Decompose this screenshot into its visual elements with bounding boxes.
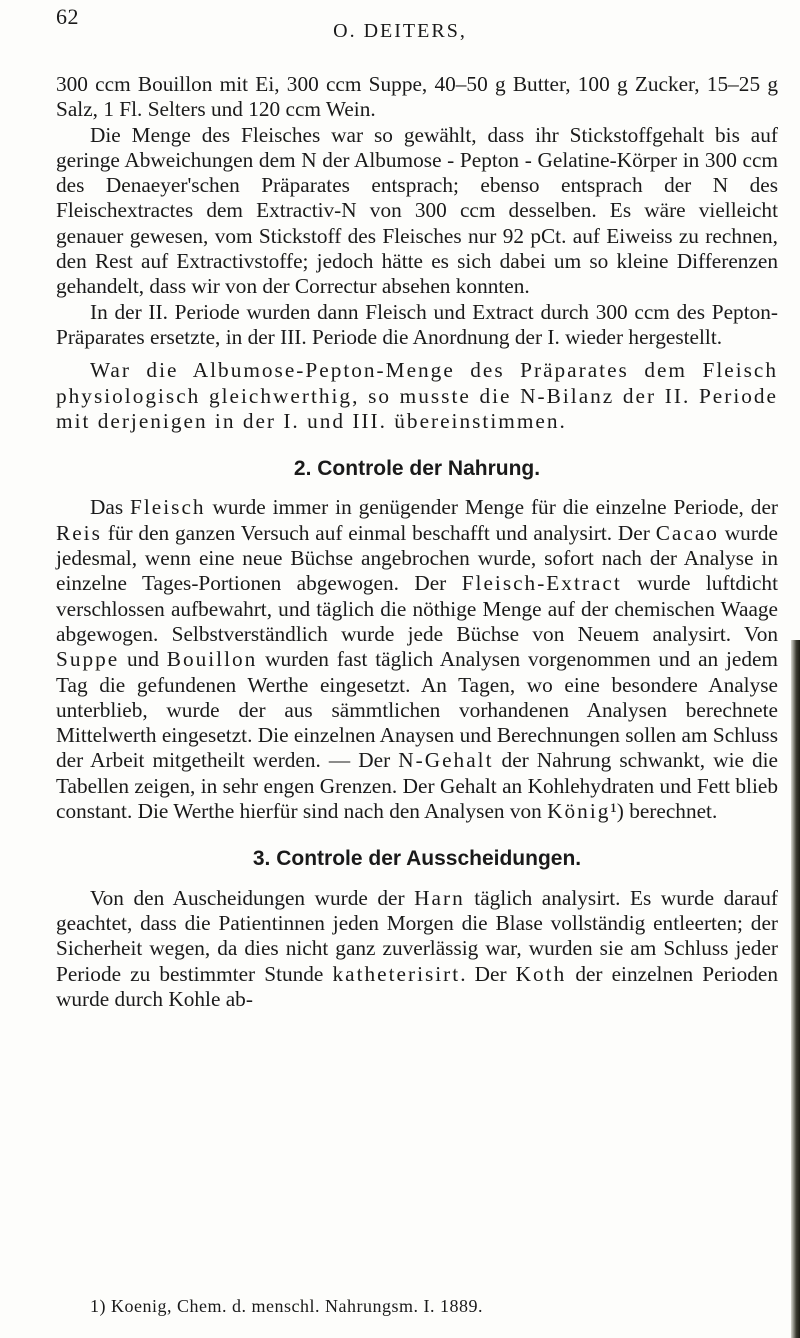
- text-run: der Nahrung schwankt, wie die Tabellen zeigen, in sehr engen Grenzen. Der Gehalt an Kohlehydraten und Fett blieb constant. Die Werthe hierfür sind nach den Analysen von: [56, 748, 779, 824]
- body-text: [56, 72, 778, 1012]
- emphasis-bouillon: Bouillon: [166, 647, 258, 672]
- paragraph-nitrogen-balance-text: War die Albumose-Pepton-Menge des Präparates dem Fleisch physiologisch gleichwerthig, so musste die N-Bilanz der II. Periode mit derjenigen in der I. und III. übereinstimmen.: [56, 358, 778, 433]
- emphasis-fleisch-extract: Fleisch-Extract: [461, 571, 622, 596]
- emphasis-n-gehalt: N-Gehalt: [398, 748, 494, 773]
- emphasis-reis: Reis: [56, 520, 102, 545]
- text-run: der einzelnen Perioden wurde durch Kohle ab-: [56, 961, 778, 1011]
- text-run: ¹) berechnet.: [610, 799, 718, 824]
- text-run: Das: [90, 495, 131, 520]
- paragraph-food-control: [56, 495, 778, 824]
- emphasis-harn: Harn: [414, 885, 465, 910]
- paragraph-period-two: In der II. Periode wurden dann Fleisch und Extract durch 300 ccm des Pepton-Präparates ersetzte, in der III. Periode die Anordnung der I. wieder hergestellt.: [56, 299, 778, 349]
- emphasis-katheterisirt: katheterisirt: [332, 961, 461, 986]
- emphasis-cacao: Cacao: [655, 520, 719, 545]
- running-head: O. DEITERS,: [333, 20, 467, 42]
- text-run: wurde immer in genügender Menge für die einzelne Periode, der: [205, 495, 778, 520]
- page-number: 62: [56, 4, 79, 29]
- paragraph-excretion-control: [56, 886, 778, 1012]
- paragraph-nitrogen-content: Die Menge des Fleisches war so gewählt, dass ihr Stickstoffgehalt bis auf geringe Abweichungen dem N der Albumose - Pepton - Gelatine-Körper in 300 ccm des Denaeyer'schen Präparates entsprach; ebenso entsprach der N des Fleischextractes dem Extractiv-N von 300 ccm desselben. Es wäre vielleicht genauer gewesen, vom Stickstoff des Fleisches nur 92 pCt. auf Eiweiss zu rechnen, den Rest auf Extractivstoffe; jedoch hätte es sich dabei um so kleine Differenzen gehandelt, dass wir von der Correctur absehen konnten.: [56, 122, 778, 299]
- emphasis-fleisch: Fleisch: [130, 495, 206, 520]
- emphasis-suppe: Suppe: [56, 647, 120, 672]
- emphasis-koth: Koth: [515, 961, 567, 986]
- text-run: wurde luftdicht verschlossen aufbewahrt, und täglich die nöthige Menge auf der chemischen Waage abgewogen. Selbstverständlich wurde jede Büchse von Neuem analysirt. Von: [56, 571, 778, 646]
- paragraph-nitrogen-balance: [56, 358, 778, 434]
- text-run: täglich analysirt. Es wurde darauf geachtet, dass die Patientinnen jeden Morgen die Blase vollständig entleerten; der Sicherheit wegen, da dies nicht ganz zuverlässig war, wurden sie am Schluss jeder Periode zu bestimmter Stunde: [56, 885, 778, 986]
- text-run: Von den Auscheidungen wurde der: [90, 885, 415, 910]
- text-run: für den ganzen Versuch auf einmal beschafft und analysirt. Der: [101, 520, 656, 545]
- footnote: 1) Koenig, Chem. d. menschl. Nahrungsm. I. 1889.: [90, 1296, 483, 1316]
- page-edge-shadow: [791, 640, 800, 1338]
- text-run: . Der: [460, 961, 516, 986]
- section-heading-ausscheidungen: 3. Controle der Ausscheidungen.: [252, 847, 582, 871]
- emphasis-koenig: König: [547, 799, 611, 824]
- section-heading-nahrung: 2. Controle der Nahrung.: [293, 457, 541, 481]
- text-run: wurde jedesmal, wenn eine neue Büchse angebrochen wurde, sofort nach der Analyse in einzelne Tages-Portionen abgewogen. Der: [56, 520, 779, 596]
- paragraph-diet-list: 300 ccm Bouillon mit Ei, 300 ccm Suppe, 40–50 g Butter, 100 g Zucker, 15–25 g Salz, 1 Fl. Selters und 120 ccm Wein.: [56, 72, 778, 122]
- text-run: und: [119, 647, 167, 672]
- text-run: wurden fast täglich Analysen vorgenommen und an jedem Tag die gefundenen Werthe eingesetzt. An Tagen, wo eine besondere Analyse unterblieb, wurde der aus sämmtlichen vorhandenen Analysen berechnete Mittelwerth eingesetzt. Die einzelnen Anaysen und Berechnungen sollen am Schluss der Arbeit mitgetheilt werden. — Der: [56, 647, 778, 773]
